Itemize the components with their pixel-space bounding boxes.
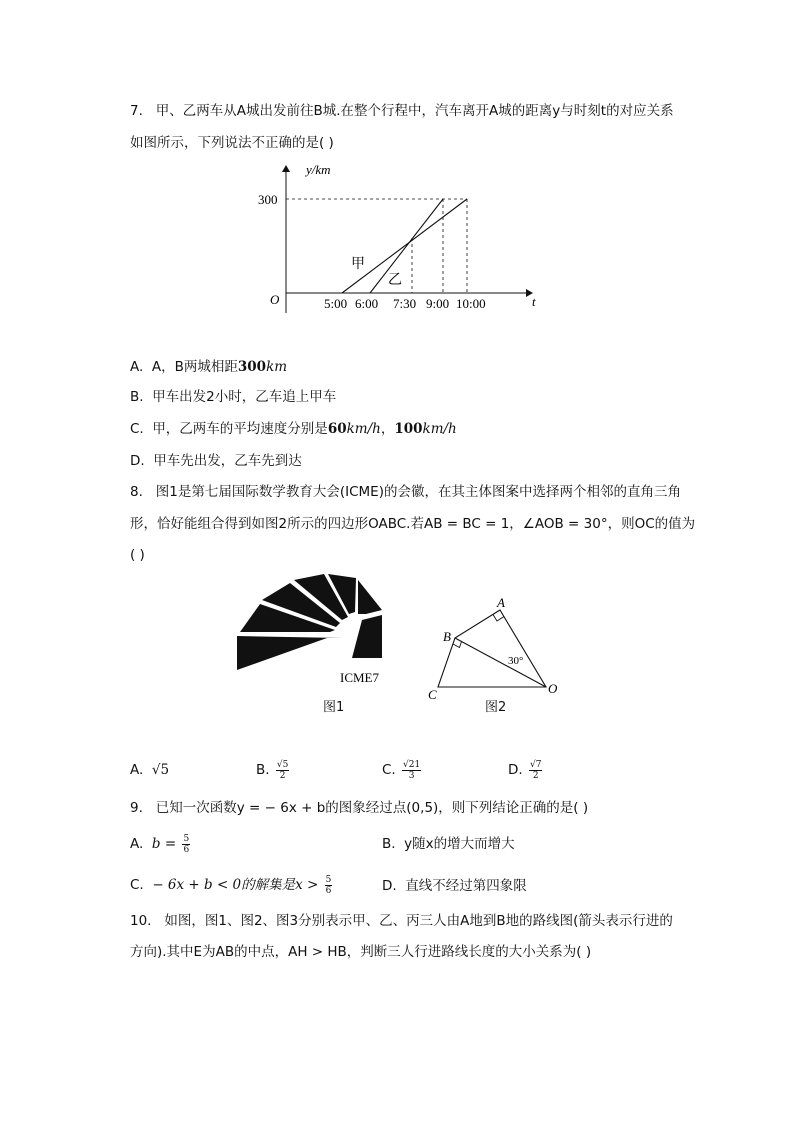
y-tick-300: 300 — [258, 192, 278, 207]
q8-option-d: D. $\frac{√7}{2}$ — [508, 759, 542, 781]
angle-30: 30° — [508, 655, 524, 667]
origin-label: O — [270, 292, 280, 307]
line-jia — [342, 199, 467, 293]
q7-option-a: A. A，B两城相距300km — [130, 359, 288, 375]
x-axis-label: t — [532, 294, 536, 309]
q7-option-b: B. 甲车出发2小时，乙车追上甲车 — [130, 389, 337, 405]
q8-stem-line1: 8. 图1是第七届国际数学教育大会(ICME)的会徽，在其主体图案中选择两个相邻的直角三角 — [130, 484, 681, 500]
x-tick-9: 9:00 — [426, 296, 450, 311]
icme7-logo-figure — [232, 570, 392, 700]
q7-number: 7. — [130, 103, 143, 119]
q7-option-d: D. 甲车先出发，乙车先到达 — [130, 453, 302, 469]
q10-stem-line1: 10. 如图，图1、图2、图3分别表示甲、乙、丙三人由A地到B地的路线图(箭头表示行进的 — [130, 913, 673, 929]
quadrilateral-oabc-figure — [420, 595, 570, 705]
y-axis-label: y/km — [306, 162, 331, 177]
fig2-caption: 图2 — [485, 700, 507, 715]
q9-stem: 9. 已知一次函数y = − 6x + b的图象经过点(0,5)，则下列结论正确的是( ) — [130, 800, 589, 816]
q9-option-a: A. b = $\frac{5}{6}$ — [130, 833, 190, 855]
q7-stem-line2: 如图所示，下列说法不正确的是( ) — [130, 135, 334, 151]
x-tick-10: 10:00 — [456, 296, 486, 311]
q8-stem-line3: ( ) — [130, 547, 145, 563]
q7-stem-line1 — [130, 101, 674, 121]
q9-option-d: D. 直线不经过第四象限 — [382, 878, 527, 894]
label-yi: 乙 — [388, 273, 402, 288]
line-yi — [370, 199, 443, 293]
x-tick-6: 6:00 — [355, 296, 379, 311]
q7-text-1: 甲、乙两车从A城出发前往B城.在整个行程中，汽车离开A城的距离y与时刻t的对应关系 — [155, 103, 674, 119]
label-A: A — [497, 595, 505, 610]
q8-option-b: B. $\frac{√5}{2}$ — [256, 759, 289, 781]
label-jia: 甲 — [351, 257, 365, 272]
q8-option-a: A. √5 — [130, 762, 170, 778]
q8-stem-line2: 形，恰好能组合得到如图2所示的四边形OABC.若AB = BC = 1，∠AOB = 30°，则OC的值为 — [130, 516, 696, 532]
label-O: O — [548, 681, 558, 696]
label-B: B — [443, 629, 451, 644]
q10-stem-line2: 方向).其中E为AB的中点，AH > HB，判断三人行进路线长度的大小关系为( ) — [130, 944, 592, 960]
q8-option-c: C. $\frac{√21}{3}$ — [382, 759, 421, 781]
q7-distance-time-graph — [250, 158, 550, 318]
q9-option-c: C. − 6x + b < 0的解集是x > $\frac{5}{6}$ — [130, 874, 332, 896]
q7-option-c: C. 甲，乙两车的平均速度分别是60km/h，100km/h — [130, 421, 457, 437]
q9-option-b: B. y随x的增大而增大 — [382, 836, 515, 852]
fig1-caption: 图1 — [323, 700, 345, 715]
icme7-text: ICME7 — [340, 670, 379, 685]
x-tick-7-30: 7:30 — [393, 296, 417, 311]
label-C: C — [428, 687, 437, 702]
x-tick-5: 5:00 — [324, 296, 348, 311]
